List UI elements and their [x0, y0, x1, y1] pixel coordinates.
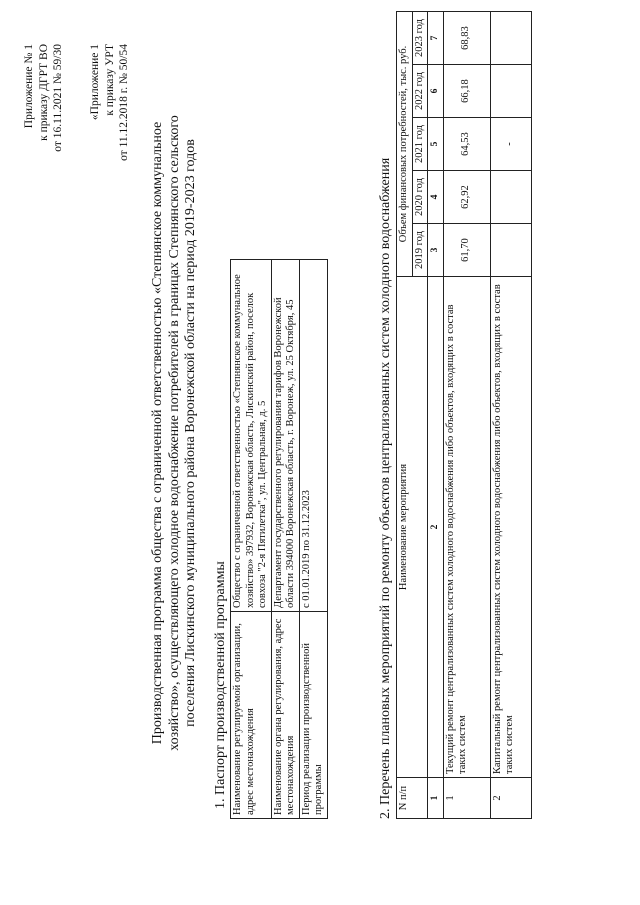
row-number: 1	[443, 778, 490, 819]
document-title	[150, 53, 200, 813]
passport-label: Наименование органа регулирования, адрес местонахождения	[271, 612, 299, 819]
column-index: 5	[428, 118, 444, 171]
column-index: 3	[428, 224, 444, 277]
appendix-1-line-3: от 16.11.2021 № 59/30	[52, 44, 64, 152]
col-name-header: Наименование мероприятия	[397, 277, 428, 778]
column-index: 6	[428, 65, 444, 118]
table-row	[490, 12, 531, 819]
passport-value: Общество с ограниченной ответственностью «Степнянское коммунальное хозяйство» 397932, Воронежская область, Лискинский район, поселок совхоза "2-я Пятилетка", ул. Центральная, д. 5	[231, 260, 272, 612]
appendix-1-block	[22, 44, 66, 152]
appendix-1-line-2: к приказу ДГРТ ВО	[37, 44, 50, 141]
row-value: 68,83	[443, 12, 490, 65]
col-number-header: N п/п	[397, 778, 428, 819]
year-header: 2022 год	[412, 65, 428, 118]
title-line-2: хозяйство», осуществляющего холодное водоснабжение потребителей в границах Степнянского сельского	[166, 115, 182, 751]
year-header: 2020 год	[412, 171, 428, 224]
passport-value: с 01.01.2019 по 31.12.2023	[299, 260, 327, 612]
table-row	[443, 12, 490, 819]
appendix-2-line-1: «Приложение 1	[89, 44, 101, 121]
appendix-1-line-1: Приложение № 1	[23, 44, 35, 129]
row-value	[490, 65, 531, 118]
section-1-heading: 1. Паспорт производственной программы	[213, 561, 228, 809]
row-value	[490, 224, 531, 277]
passport-row	[231, 260, 272, 819]
appendix-2-line-3: от 11.12.2018 г. № 50/54	[118, 44, 130, 161]
row-value: 66,18	[443, 65, 490, 118]
title-line-1: Производственная программа общества с ограниченной ответственностью «Степнянское коммунальное	[150, 121, 165, 745]
passport-value: Департамент государственного регулирования тарифов Воронежской области 394000 Воронежская область, г. Воронеж, ул. 25 Октября, 45	[271, 260, 299, 612]
appendix-2-line-2: к приказу УРТ	[103, 44, 116, 116]
row-name: Текущий ремонт централизованных систем холодного водоснабжения либо объектов, входящих в состав таких систем	[443, 277, 490, 778]
row-value: 62,92	[443, 171, 490, 224]
section-2-heading: 2. Перечень плановых мероприятий по ремонту объектов централизованных систем холодного водоснабжения	[378, 157, 393, 819]
row-value: -	[490, 118, 531, 171]
events-table	[396, 11, 532, 819]
passport-label: Наименование регулируемой организации, адрес местонахождения	[231, 612, 272, 819]
appendix-2-block	[88, 44, 132, 161]
title-line-3: поселения Лискинского муниципального района Воронежской области на период 2019-2023 годов	[183, 139, 198, 727]
passport-row	[271, 260, 299, 819]
column-index: 1	[428, 778, 444, 819]
column-index: 2	[428, 277, 444, 778]
column-index-row	[428, 12, 444, 819]
row-number: 2	[490, 778, 531, 819]
column-index: 4	[428, 171, 444, 224]
year-header: 2019 год	[412, 224, 428, 277]
passport-label: Период реализации производственной программы	[299, 612, 327, 819]
events-header-row	[397, 12, 413, 819]
row-value: 61,70	[443, 224, 490, 277]
col-volume-header: Объем финансовых потребностей, тыс. руб.	[397, 12, 413, 277]
column-index: 7	[428, 12, 444, 65]
passport-row	[299, 260, 327, 819]
row-value	[490, 12, 531, 65]
year-header: 2021 год	[412, 118, 428, 171]
passport-table	[230, 259, 328, 819]
year-header: 2023 год	[412, 12, 428, 65]
row-value	[490, 171, 531, 224]
row-value: 64,53	[443, 118, 490, 171]
row-name: Капитальный ремонт централизованных систем холодного водоснабжения либо объектов, входящих в состав таких систем	[490, 277, 531, 778]
